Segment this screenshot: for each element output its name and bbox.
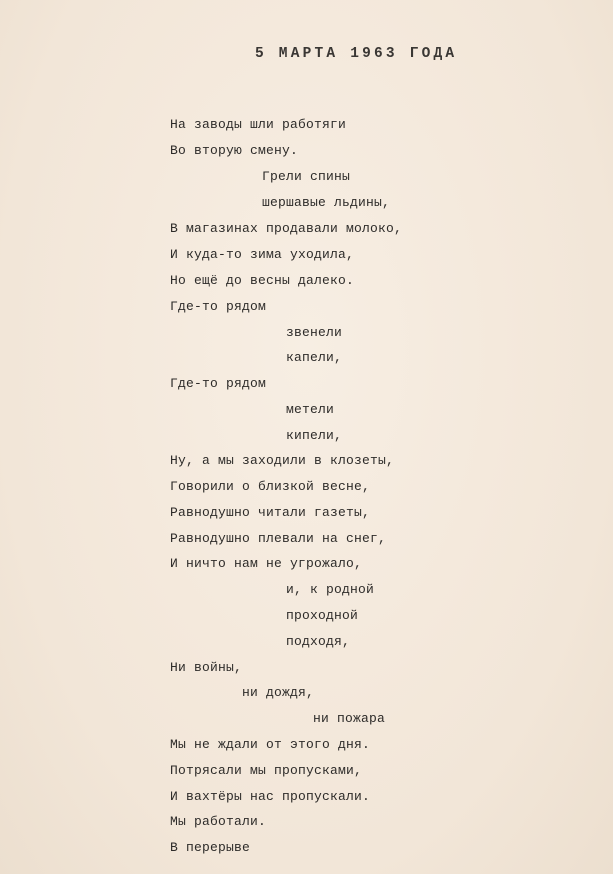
- poem-line: звенели: [286, 325, 343, 340]
- poem-line: ни дождя,: [242, 685, 315, 700]
- poem-line: подходя,: [286, 634, 351, 649]
- poem-line: кипели,: [286, 428, 343, 443]
- poem-line: В магазинах продавали молоко,: [170, 221, 403, 236]
- poem-line: шершавые льдины,: [262, 195, 391, 210]
- poem-line: Ну, а мы заходили в клозеты,: [170, 453, 395, 468]
- poem-line: Мы работали.: [170, 814, 267, 829]
- poem-line: Где-то рядом: [170, 376, 267, 391]
- poem-line: капели,: [286, 350, 343, 365]
- poem-line: И вахтёры нас пропускали.: [170, 789, 371, 804]
- poem-line: Во вторую смену.: [170, 143, 299, 158]
- page-title: 5 МАРТА 1963 ГОДА: [255, 46, 458, 62]
- poem-line: Равнодушно читали газеты,: [170, 505, 371, 520]
- poem-line: Мы не ждали от этого дня.: [170, 737, 371, 752]
- poem-line: и, к родной: [286, 582, 375, 597]
- poem-line: Потрясали мы пропусками,: [170, 763, 363, 778]
- poem-line: Но ещё до весны далеко.: [170, 273, 355, 288]
- poem-line: И ничто нам не угрожало,: [170, 556, 363, 571]
- poem-line: Говорили о близкой весне,: [170, 479, 371, 494]
- poem-line: ни пожара: [313, 711, 386, 726]
- poem-line: Грели спины: [262, 169, 351, 184]
- poem-line: проходной: [286, 608, 359, 623]
- poem-line: метели: [286, 402, 335, 417]
- poem-line: И куда-то зима уходила,: [170, 247, 355, 262]
- poem-line: Где-то рядом: [170, 299, 267, 314]
- poem-line: Ни войны,: [170, 660, 243, 675]
- poem-line: На заводы шли работяги: [170, 117, 347, 132]
- poem-line: В перерыве: [170, 840, 251, 855]
- poem-line: Равнодушно плевали на снег,: [170, 531, 387, 546]
